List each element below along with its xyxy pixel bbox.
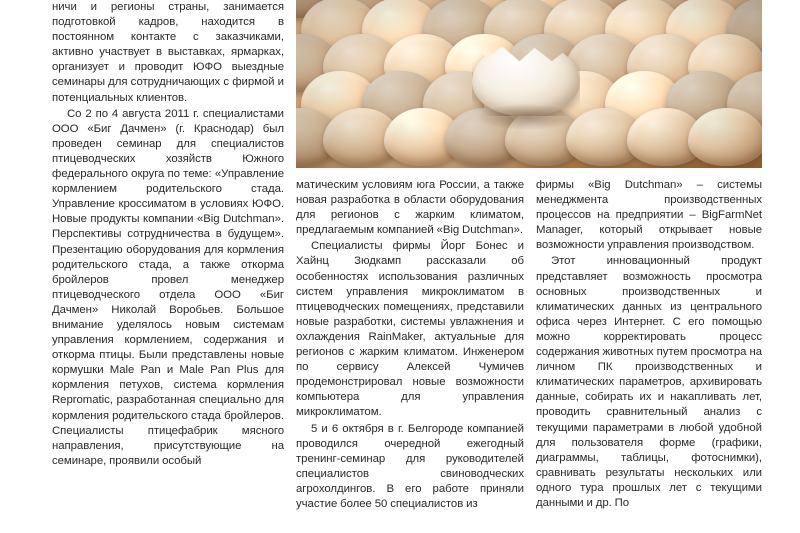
eggshell-shadow [478, 104, 576, 130]
paragraph: матическим условиям юга России, а также новая разработка в области оборудования для регионов с жарким климатом, предлагаемым компанией «Big Dutchman». [296, 179, 524, 237]
egg [688, 108, 762, 166]
paragraph: Этот инновационный продукт представляет возможность просмотра основных производственных и климатических данных из центрального офиса через Интернет. С его помощью можно корректировать процесс содержания животных путем просмотра на личном ПК производственных и климатических параметров, архивировать данные, собирать их и накапливать лет, проводить сравнительный анализ с текущими параметрами в любой удобной для пользователя форме (графики, диаграммы, таблицы, фотоснимки), сравнивать результаты нескольких или одного тура прошлых лет с текущими данными и др. По [536, 255, 762, 509]
text-column-1 [52, 0, 284, 533]
paragraph: ничи и регионы страны, занимается подготовкой кадров, находится в постоянном контакте с заказчиками, активно участвует в выставках, ярмарках, организует и проводит ЮФО выездные семинары для сотрудничающих с фирмой и потенциальных клиентов. [52, 1, 284, 104]
paragraph: Специалисты фирмы Йорг Бонес и Хайнц Зюдкамп рассказали об особенностях использования различных систем управления микроклиматом в птицеводческих помещениях, представили новые разработки, системы увлажнения и охлаждения RainMaker, актуальные для регионов с жарким климатом. Инженером по сервису Алексей Чумичев продемонстрировал новые возможности компьютера для управления микроклиматом. [296, 240, 524, 419]
paragraph: фирмы «Big Dutchman» – системы менеджмента производственных процессов на предприятии – BigFarmNet Manager, который открывает новые возможности управления производством. [536, 179, 762, 252]
text-column-3 [536, 178, 762, 533]
egg-tray-photo [296, 0, 762, 168]
paragraph: Со 2 по 4 августа 2011 г. специалистами ООО «Биг Дачмен» (г. Краснодар) был проведен семинар для специалистов птицеводческих хозяйств Южного федерального округа по теме: «Управление кормлением родительского стада. Управление кроссиматом в условиях ЮФО. Новые продукты компании «Big Dutchman». Перспективы сотрудничества в будущем». Презентацию оборудования для кормления родительского стада, а также откорма бройлеров провел менеджер птицеводческого отдела ООО «Биг Дачмен» Николай Воробьев. Большое внимание уделялось новым системам управления кормлением, содержания и откорма птицы. Были представлены новые кормушки Male Pan и Male Pan Plus для кормления петухов, система кормления Repromatic, разработанная специально для кормления родительского стада бройлеров. Специалисты птицефабрик мясного направления, присутствующие на семинаре, проявили особый [52, 107, 284, 467]
text-column-2 [296, 178, 524, 533]
paragraph: 5 и 6 октября в г. Белгороде компанией проводился очередной ежегодный тренинг-семинар для руководителей специалистов свиноводческих агрохолдингов. В его работе приняли участие более 50 специалистов из [296, 422, 524, 510]
